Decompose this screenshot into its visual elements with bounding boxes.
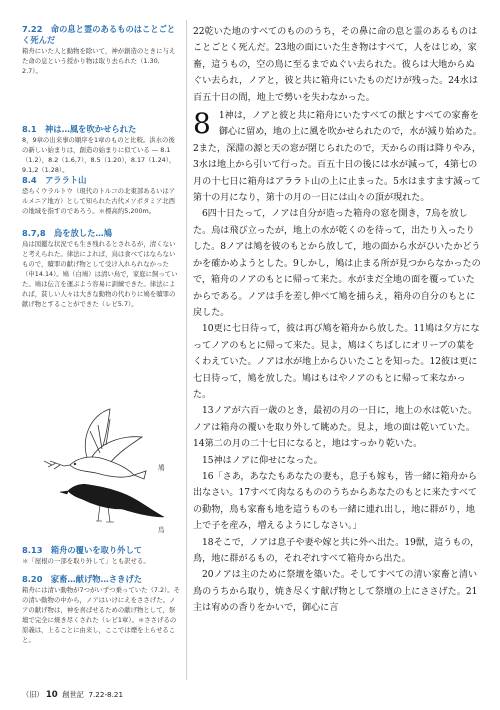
note (22, 24, 180, 76)
chapter-number: 8 (193, 107, 211, 141)
note (22, 124, 180, 175)
note-body: ＊「屋根の一部を取り外して」とも訳せる。 (22, 557, 150, 565)
note-heading: 8.7,8 烏を放した…鳩 (22, 228, 112, 238)
notes-column-lower (22, 545, 180, 645)
verse-paragraph: 13ノアが六百一歳のとき，最初の月の一日に，地上の水は乾いた。ノアは箱舟の覆いを取り外して眺めた。見よ，地の面は乾いていた。14第二の月の二十七日になると，地はすっかり乾いた。 (193, 406, 477, 450)
note (22, 574, 180, 645)
dove-raven-illustration (30, 405, 170, 525)
note-body: 箱舟には清い動物が7つがいずつ乗っていた（7.2）。その清い動物の中から，ノアはいけにえをささげた。ノアの献げ物は，神を喜ばせるための献げ物として，祭壇で完全に焼き尽くされた（レビ1章）。＊ささげるの原義は，上ることに由来し，ここでは煙を上らせること。 (22, 586, 181, 644)
verse-paragraph: 10更に七日待って，彼は再び鳩を箱舟から放した。11鳩は夕方になってノアのもとに帰って来た。見よ，鳩はくちばしにオリーブの葉をくわえていた。ノアは水が地上からひいたことを知った。12彼は更に七日待って，鳩を放した。鳩はもはやノアのもとに帰って来なかった。 (193, 324, 480, 400)
dove-drawing (44, 409, 146, 479)
note-heading: 8.13 箱舟の覆いを取り外して (22, 545, 143, 555)
verse-paragraph: 18そこで，ノアは息子や妻や嫁と共に外へ出た。19獣，這うもの，鳥，地に群がるもの，それぞれすべて箱舟から出た。 (193, 537, 480, 564)
note-heading: 8.1 神は…風を吹かせられた (22, 124, 137, 134)
dove-caption: 鳩 (158, 464, 165, 472)
note-body: 箱舟にいた人と動物を除いて，神が創造のときに与えた命の息という授かり物は取り去られた（1.30, 2.7）。 (22, 47, 176, 75)
verse-paragraph: 22乾いた地のすべてのもののうち，その鼻に命の息と霊のあるものはことごとく死んだ。23地の面にいた生き物はすべて，人をはじめ，家畜，這うもの，空の鳥に至るまでぬぐい去られた。彼らは大地からぬぐい去られ，ノアと，彼と共に箱舟にいたものだけが残った。24水は百五十日の間，地上で勢いを失わなかった。 (193, 27, 478, 103)
note-heading: 8.20 家畜…献げ物…さきげた (22, 574, 143, 584)
note (22, 228, 180, 309)
scripture-column (193, 24, 483, 617)
note (22, 545, 180, 566)
page-footer (22, 690, 123, 700)
column-divider (186, 20, 187, 680)
note (22, 175, 180, 216)
notes-column (22, 24, 180, 309)
footer-label: （旧） (22, 690, 44, 699)
note-body: 烏は図鑑な状況でも生き残れるとされるが，清くないと考えられた。律法によれば，烏は食べてはならないもので，贖罪の献げ物として受け入れられなかった（申14.14）。鳩（白鳩）は清い鳥で，家庭に飼っていた。鳩は伝言を運ぶよう容易に訓練できた。律法によれば，貧しい人々は大きな動物の代わりに鳩を贖罪の献げ物とすることができた（レビ5.7）。 (22, 240, 178, 308)
note-body: 8，9章の出来事の順序を1章のものと比較。洪水の後の新しい始まりは，創造の始まりに似ている ― 8.1（1.2），8.2（1.6,7），8.5（1.20），8.17（1.24），9.1,2（1.28）。 (22, 136, 176, 174)
verse-paragraph: 20ノアは主のために祭壇を築いた。そしてすべての清い家畜と清い鳥のうちから取り，焼き尽くす献げ物として祭壇の上にささげた。21主は宥めの香りをかいで，御心に言 (193, 570, 478, 614)
page-number: 10 (45, 690, 58, 700)
raven-caption: 烏 (158, 526, 165, 534)
note-body: 恐らくウラルトウ（現代のトルコの北東部あるいはアルメニア地方）として知られた古代メソポタミア北西の地域を指すのであろう。＊標高約5,200m。 (22, 187, 176, 215)
note-heading: 7.22 命の息と霊のあるものはことごとく死んだ (22, 24, 176, 45)
chapter-block (193, 108, 483, 206)
verse-paragraph: 1神は，ノアと彼と共に箱舟にいたすべての獣とすべての家畜を御心に留め，地の上に風を吹かせられたので，水が減り始めた。2また，深淵の源と天の窓が閉じられたので，天からの雨は降りやみ，3水は地上から引いて行った。百五十日の後には水が減って，4第七の月の十七日に箱舟はアララト山の上に止まった。5水はますます減って第十の月になり，第十の月の一日には山々の頂が現れた。 (193, 111, 483, 204)
verse-paragraph: 6四十日たって，ノアは自分が造った箱舟の窓を開き，7烏を放した。烏は飛び立ったが，地上の水が乾くのを待って，出たり入ったりした。8ノアは鳩を彼のもとから放して，地の面から水がひいたかどうかを確かめようとした。9しかし，鳩は止まる所が見つからなかったので，箱舟のノアのもとに帰って来た。水がまだ全地の面を覆っていたからである。ノアは手を差し伸べて鳩を捕らえ，箱舟の自分のもとに戻した。 (193, 209, 481, 318)
raven-drawing (60, 484, 164, 522)
verse-paragraph: 16「さあ，あなたもあなたの妻も，息子も嫁も，皆一緒に箱舟から出なさい。17すべて肉なるもののうちからあなたのもとに来たすべての動物，鳥も家畜も地を這うものも一緒に連れ出し，地に群がり，地上で子を産み，増えるようにしなさい。」 (193, 471, 478, 532)
verse-range: 7.22-8.21 (88, 690, 124, 699)
verse-paragraph: 15神はノアに仰せになった。 (202, 455, 323, 466)
note-heading: 8.4 アララト山 (22, 175, 87, 185)
book-name: 創世記 (62, 690, 84, 699)
